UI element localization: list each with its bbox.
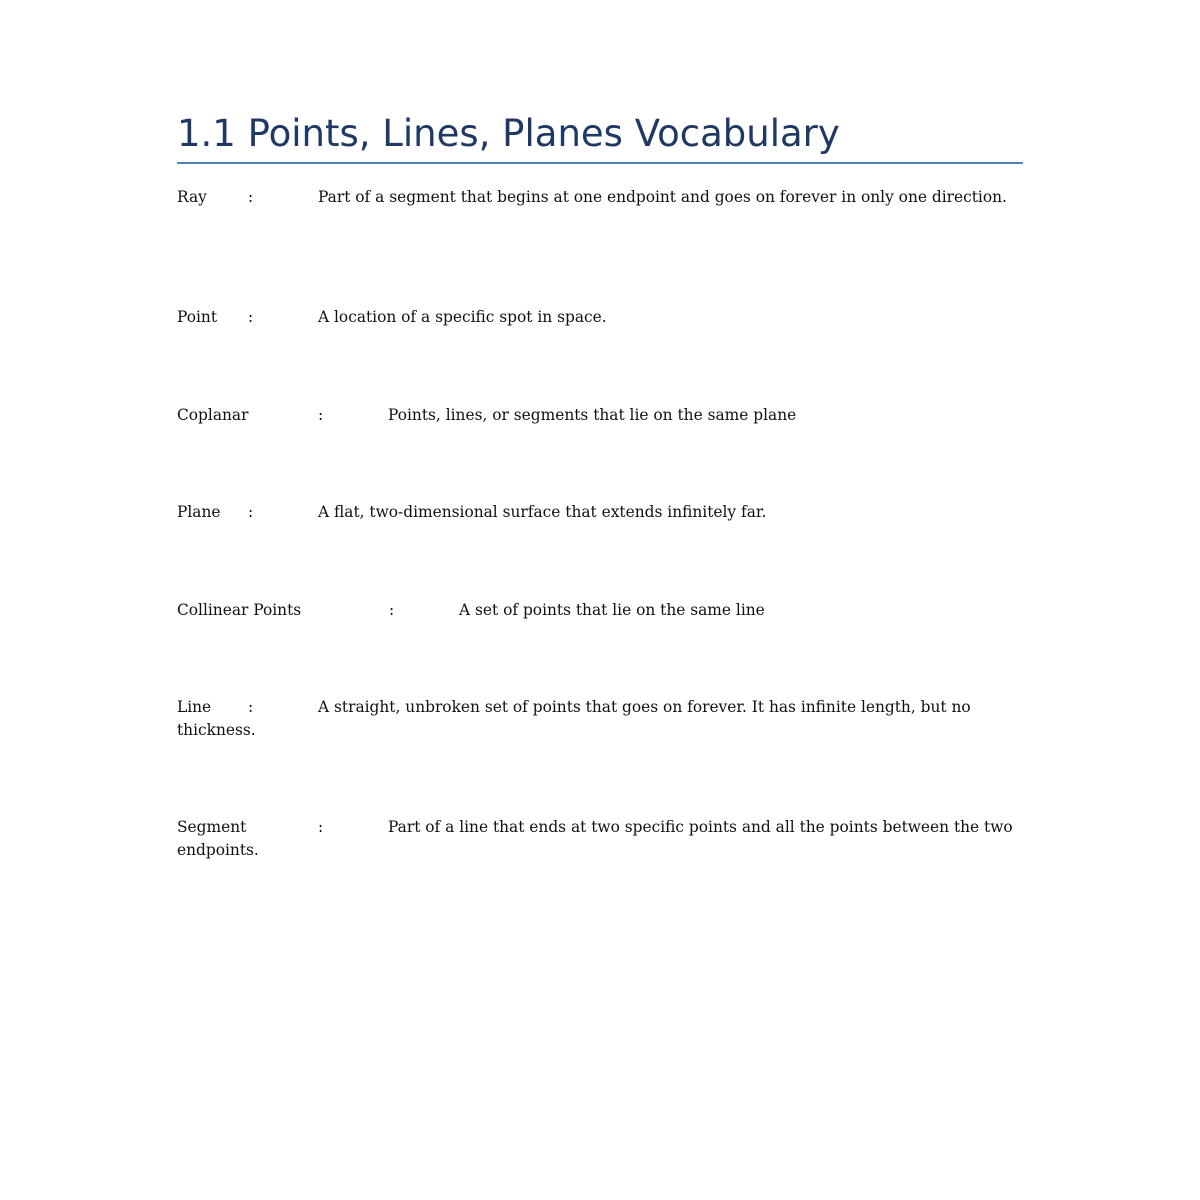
vocab-term: Point [177, 308, 218, 326]
vocab-entry-plane [177, 501, 1023, 524]
vocab-entry-point [177, 306, 1023, 329]
vocab-term: Collinear Points [177, 601, 302, 619]
vocab-entry-segment [177, 816, 1023, 862]
vocab-term: Ray [177, 188, 207, 206]
vocab-definition: Points, lines, or segments that lie on the same plane [388, 406, 797, 424]
vocab-separator: : [248, 503, 254, 521]
vocab-separator: : [248, 698, 254, 716]
vocab-entry-ray [177, 186, 1023, 209]
vocab-term: Segment [177, 818, 247, 836]
vocab-entry-collinear-points [177, 599, 1023, 622]
vocab-definition: Part of a line that ends at two specific points and all the points between the two endpoints. [177, 818, 1013, 859]
vocab-separator: : [318, 406, 324, 424]
vocab-definition: A set of points that lie on the same line [459, 601, 765, 619]
vocab-definition: A straight, unbroken set of points that goes on forever. It has infinite length, but no thickness. [177, 698, 971, 739]
vocab-definition: Part of a segment that begins at one endpoint and goes on forever in only one direction. [318, 188, 1007, 206]
vocab-separator: : [248, 188, 254, 206]
vocab-term: Coplanar [177, 406, 249, 424]
vocab-separator: : [389, 601, 395, 619]
document-title: 1.1 Points, Lines, Planes Vocabulary [177, 112, 840, 155]
vocab-term: Plane [177, 503, 221, 521]
vocab-entry-coplanar [177, 404, 1023, 427]
vocab-definition: A flat, two-dimensional surface that extends infinitely far. [318, 503, 767, 521]
vocab-separator: : [248, 308, 254, 326]
vocab-term: Line [177, 698, 212, 716]
vocab-definition: A location of a specific spot in space. [318, 308, 607, 326]
vocab-entry-line [177, 696, 1023, 742]
vocab-separator: : [318, 818, 324, 836]
title-underline [177, 162, 1023, 164]
